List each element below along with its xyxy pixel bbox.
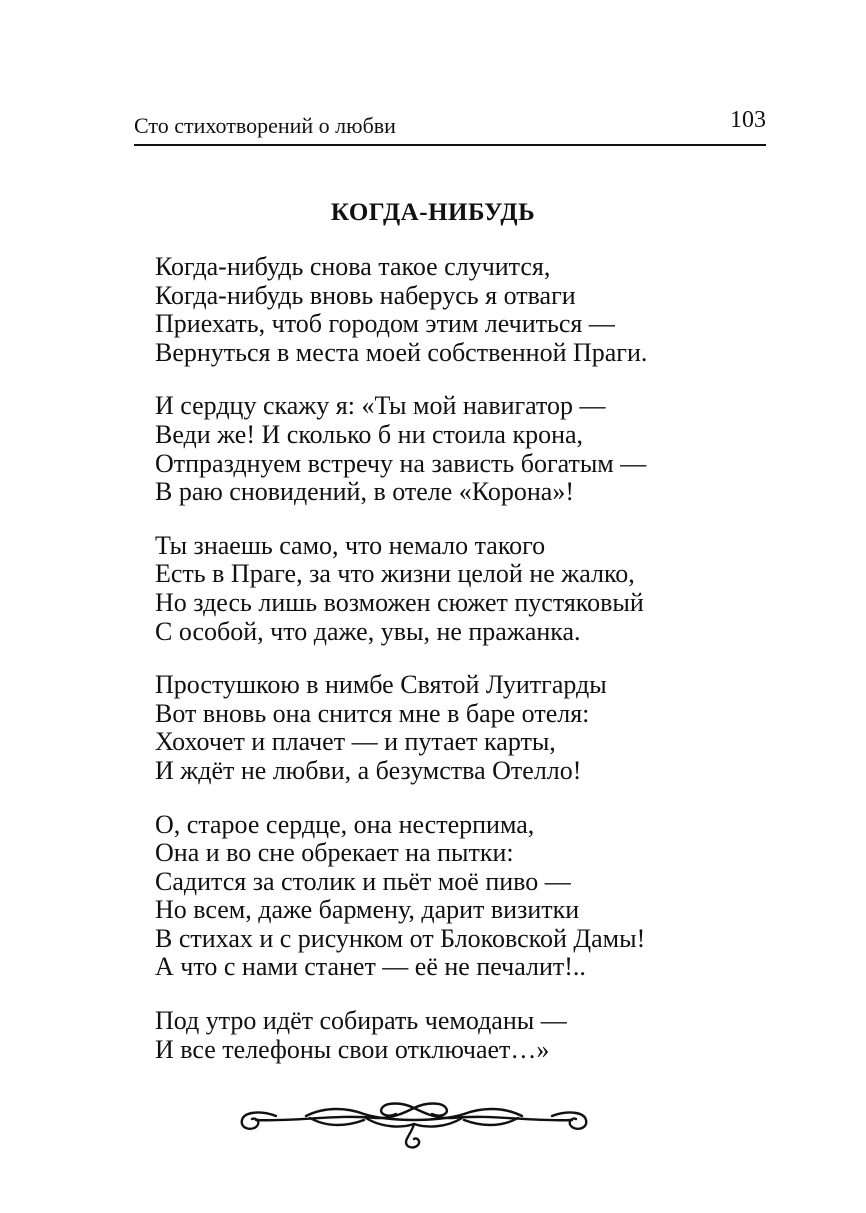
stanza	[155, 532, 795, 646]
poem-line: Приехать, чтоб городом этим лечиться —	[155, 309, 615, 339]
poem-line: И сердцу скажу я: «Ты мой навигатор —	[155, 391, 606, 421]
poem-line: Но всем, даже бармену, дарит визитки	[155, 895, 580, 925]
header-rule	[134, 144, 766, 146]
poem-line: И все телефоны свои отключает…»	[155, 1034, 550, 1064]
stanza	[155, 1007, 795, 1064]
stanza	[155, 392, 795, 506]
poem-line: Когда-нибудь снова такое случится,	[155, 252, 551, 281]
book-title: Сто стихотворений о любви	[134, 113, 396, 138]
poem-line: И ждёт не любви, а безумства Отелло!	[155, 755, 582, 785]
poem-line: Отпразднуем встречу на зависть богатым —	[155, 448, 647, 478]
poem-line: Веди же! И сколько б ни стоила крона,	[155, 419, 584, 449]
stanza	[155, 811, 795, 983]
poem-line: О, старое сердце, она нестерпима,	[155, 809, 535, 839]
poem-line: Но здесь лишь возможен сюжет пустяковый	[155, 587, 644, 617]
poem-line: Вернуться в места моей собственной Праги.	[155, 337, 648, 367]
stanza	[155, 253, 795, 367]
page-number: 103	[730, 107, 766, 133]
poem-line: А что с нами станет — её не печалит!..	[155, 952, 586, 982]
poem-line: Есть в Праге, за что жизни целой не жалко,	[155, 559, 635, 589]
decorative-flourish-icon	[236, 1096, 592, 1150]
stanza	[155, 671, 795, 785]
poem-line: Когда-нибудь вновь наберусь я отваги	[155, 280, 576, 310]
running-head	[134, 104, 766, 144]
poem-line: В стихах и с рисунком от Блоковской Дамы!	[155, 923, 646, 953]
poem-line: Вот вновь она снится мне в баре отеля:	[155, 698, 590, 728]
poem-line: Садится за столик и пьёт моё пиво —	[155, 866, 571, 896]
poem-line: Ты знаешь само, что немало такого	[155, 530, 546, 560]
poem-title: КОГДА-НИБУДЬ	[330, 199, 536, 226]
poem-line: С особой, что даже, увы, не пражанка.	[155, 616, 581, 646]
poem-line: Она и во сне обрекает на пытки:	[155, 838, 514, 868]
poem-line: В раю сновидений, в отеле «Корона»!	[155, 477, 574, 507]
poem-line: Под утро идёт собирать чемоданы —	[155, 1006, 567, 1036]
poem-body	[155, 253, 795, 1089]
poem-line: Хохочет и плачет — и путает карты,	[155, 727, 556, 757]
poem-line: Простушкою в нимбе Святой Луитгарды	[155, 670, 607, 700]
